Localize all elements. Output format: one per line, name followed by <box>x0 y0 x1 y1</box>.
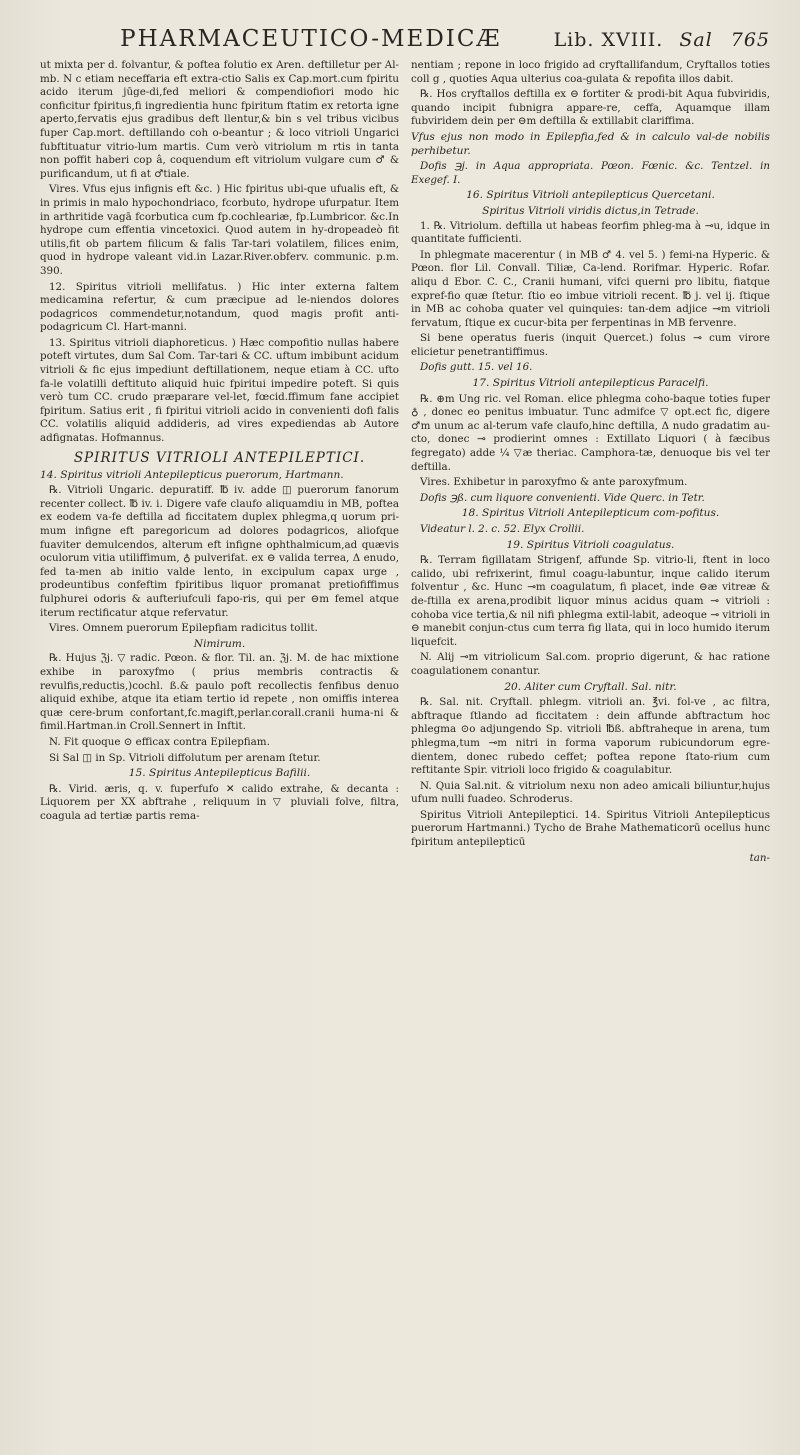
recipe-text: ℞. Vitrioli Ungaric. depuratiff. ℔ iv. adde ◫ puerorum fanorum recenter collect. ℔ iv. i. Digere vafe claufo aliquamdiu in MB, poftea ex eodem va-fe deftilla ad ficcitatem duplex phlegma,q uorum pri-mum infigne eft paregoricum ad dolores podagricos, aliofque fuaviter demulcendos, alterum eft infigne ophthalmicum,ad quævis oculorum vitia utiliffimum, ♁ pulverifat. ex ⊖ valida terrea, Δ enudo, fed ta-men ab initio valde lento, in excipulum capax urge , prodeuntibus confeftim fpiritibus liquor promanat pretiofiffimus fulphurei odoris & aufteriufculi fapo-ris, qui per ⊖m femel atque iterum rectificatur atque refervatur. <box>40 484 399 619</box>
note: N. Alij ⊸m vitriolicum Sal.com. proprio digerunt, & hac ratione coagulationem conantur. <box>411 651 770 677</box>
header-book-number: Lib. XVIII. <box>553 29 664 51</box>
recipe-text: ℞. Virid. æris, q. v. fuperfufo ✕ calido extrahe, & decanta : Liquorem per XX abftrahe , reliquum in ▽ pluviali folve, filtra, coagula ad tertiæ partis rema- <box>40 782 399 822</box>
recipe-heading: 18. Spiritus Vitrioli Antepilepticum com-pofitus. <box>461 507 720 520</box>
paragraph: 12. Spiritus vitrioli mellifatus. ) Hic inter externa faltem medicamina refertur, & cum præcipue ad le-niendos dolores podagricos commendetur,notandum, quod magis profit anti-podagricum Cl. Hart-manni. <box>40 280 399 334</box>
paragraph-vires: Vires. Exhibetur in paroxyfmo & ante paroxyfmum. <box>420 476 688 489</box>
header-title: PHARMACEUTICO-MEDICÆ <box>120 26 502 52</box>
recipe-text: 1. ℞. Vitriolum. deftilla ut habeas feorfim phleg-ma à ⊸u, idque in quantitate fufficienti. <box>411 219 770 246</box>
dose-line: Dofis gutt. 15. vel 16. <box>420 361 533 374</box>
recipe-heading: 17. Spiritus Vitrioli antepilepticus Paracelfi. <box>472 377 709 390</box>
sub-heading: Nimirum. <box>193 637 246 650</box>
recipe-heading: 20. Aliter cum Cryftall. Sal. nitr. <box>504 680 677 693</box>
note: Si Sal ◫ in Sp. Vitrioli diffolutum per arenam ſtetur. <box>49 751 321 764</box>
text-columns <box>40 59 770 868</box>
catchword: tan- <box>749 851 770 864</box>
running-header <box>40 26 770 53</box>
recipe-heading: 15. Spiritus Antepilepticus Bafilii. <box>128 767 311 780</box>
recipe-text: ℞. Sal. nit. Cryftall. phlegm. vitrioli an. ℥vi. fol-ve , ac filtra, abftraque ſtlando ad ficcitatem : dein affunde abftractum hoc phlegma ⊙o adjungendo Sp. vitrioli ℔ß. abftraheque in arena, tum phlegma,tum ⊸m nitri in forma vaporum rubicundorum egre-dientem, donec rubedo ceffet; poftea repone ſtato-rium cum reftitante Spir. vitrioli loco frigido & coagulabitur. <box>411 696 770 777</box>
dose-line: Dofis ℈ß. cum liquore convenienti. Vide Querc. in Tetr. <box>420 491 705 504</box>
recipe-heading: 16. Spiritus Vitrioli antepilepticus Quercetani. <box>466 189 715 202</box>
recipe-heading: 19. Spiritus Vitrioli coagulatus. <box>506 538 675 551</box>
header-topic: Sal <box>679 29 713 51</box>
recipe-text: In phlegmate macerentur ( in MB ♂ 4. vel 5. ) femi-na Hyperic. & Pœon. flor Lil. Convall. Tiliæ, Ca-lend. Rorifmar. Hyperic. Rofar. aliqu d Ebor. C. C., Cranii humani, vifci querni pro libitu, fiatque expref-fio quæ ſtetur. ſtio eo imbue vitrioli recent. ℔ j. vel ij. ſtique in MB ac cohoba quater vel quinquies: tan-dem adjice ⊸m vitrioli fervatum, ſtique ex cucur-bita per ferpentinas in MB fervenre. <box>411 248 770 329</box>
paragraph-vires: Vires. Vfus ejus infignis eft &c. ) Hic fpiritus ubi-que ufualis eft, & in primis in malo hypochondriaco, fcorbuto, hydrope ufurpatur. Item in arthritide vagā fcorbutica cum fp.cochleariæ, fp.Lumbricor. &c.In hydrope cum effentia vincetoxici. Quod autem in hy-dropeadeò fit utilis,fit ob partem filicum & falis Tar-tari volatilem, filices enim, quod in hydrope valeant vid.in Lazar.River.obferv. communic. p.m. 390. <box>40 183 399 277</box>
left-column <box>40 59 399 868</box>
recipe-text: ℞. Hos cryftallos deftilla ex ⊖ fortiter & prodi-bit Aqua fubviridis, quando incipit fubnigra appare-re, ceffa, Aquamque illam fubviridem dein per ⊖m deftilla & extillabit clariffima. <box>411 88 770 128</box>
note: Si bene operatus fueris (inquit Quercet.) folus ⊸ cum virore elicietur penetrantiffimus. <box>411 332 770 358</box>
sub-heading: Spiritus Vitrioli viridis dictus,in Tetrade. <box>482 204 699 217</box>
recipe-text: ℞. ⊕m Ung ric. vel Roman. elice phlegma coho-baque toties fuper ♁ , donec eo penitus imbuatur. Tunc admifce ▽ opt.ect fic, digere ♂m unum ac al-terum vafe claufo,hinc deftilla, Δ nudo gradatim au-cto, donec ⊸ prodierint omnes : Extillato Liquori ( à fæcibus fegregato) adde ¼ ▽æ theriac. Camphora-tæ, denuoque bis vel ter deftilla. <box>411 392 770 473</box>
usage-heading: Vfus ejus non modo in Epilepfia,fed & in calculo val-de nobilis perhibetur. <box>411 130 770 157</box>
right-column <box>411 59 770 868</box>
paragraph: 13. Spiritus vitrioli diaphoreticus. ) Hæc compofitio nullas habere poteft virtutes, dum Sal Com. Tar-tari & CC. uftum imbibunt acidum vitrioli & fic ejus impediunt deftillationem, neque etiam à CC. ufto fa-le volatilli deftituto aliquid huic fpiritui impedire poteft. Si quis verò tum CC. crudo præparare vel-let, fœcid.ffimum fane accipiet fpiritum. Satius erit , fi fpiritui vitrioli acido in convenienti dofi falis CC. volatilis aliquid addideris, ad vires expediendas ab Autore adfignatas. Hofmannus. <box>40 336 399 445</box>
paragraph: nentiam ; repone in loco frigido ad cryftallifandum, Cryftallos toties coll g , quoties Aqua ulterius coa-gulata & repofita illos dabit. <box>411 59 770 85</box>
page-number: 765 <box>730 29 770 51</box>
note: N. Quia Sal.nit. & vitriolum nexu non adeo amicali biliuntur,hujus ufum nulli fuadeo. Schroderus. <box>411 779 770 806</box>
dose-line: Dofis ℈j. in Aqua appropriata. Pœon. Fœnic. &c. Tentzel. in Exegef. I. <box>411 160 770 186</box>
commentary: Spiritus Vitrioli Antepileptici. 14. Spiritus Vitrioli Antepilepticus puerorum Hartmanni.) Tycho de Brahe Mathematicorū ocellus hunc fpiritum antepilepticū <box>411 808 770 849</box>
reference-line: Videatur l. 2. c. 52. Elyx Crollii. <box>420 523 585 535</box>
recipe-text: ℞. Hujus ℨj. ▽ radic. Pœon. & flor. Til. an. ℨj. M. de hac mixtione exhibe in paroxyfmo ( prius membris contractis & revulfis,reductis,)cochl. ß.& paulo poft recollectis fenfibus denuo aliquid exhibe, atque ita etiam tertio id repete , non omiffis interea quæ cere-brum confortant,fc.magift,perlar.corall.cranii huma-ni & fimil.Hartman.in Croll.Sennert in Inftit. <box>40 652 399 733</box>
recipe-heading: 14. Spiritus vitrioli Antepilepticus puerorum, Hartmann. <box>40 468 344 481</box>
section-heading: SPIRITUS VITRIOLI ANTEPILEPTICI. <box>73 449 366 466</box>
paragraph-vires: Vires. Omnem puerorum Epilepfiam radicitus tollit. <box>49 622 318 635</box>
recipe-text: ℞. Terram figillatam Strigenf, affunde Sp. vitrio-li, ftent in loco calido, ubi refrixerint, fimul coagu-labuntur, inque calido iterum folventur , &c. Hunc ⊸m coagulatum, fi placet, inde ⊖æ vitreæ & de-ftilla ex arena,prodibit liquor minus acidus quam ⊸ vitrioli : cohoba vice tertia,& nil nifi phlegma extil-labit, adeoque ⊸ vitrioli in ⊖ manebit conjun-ctus cum terra fig llata, qui in loco humido iterum liquefcit. <box>411 554 770 648</box>
note: N. Fit quoque ⊙ efficax contra Epilepfiam. <box>49 735 270 748</box>
paragraph: ut mixta per d. folvantur, & poftea folutio ex Aren. deftilletur per Al-mb. N c etiam neceffaria eft extra-ctio Salis ex Cap.mort.cum fpiritu acido iterum jūge-di,fed meliori & compendiofiori modo hic conficitur fpiritus,fi ingredientia hunc fpiritum ftatim ex retorta igne aperto,fervatis ejus gradibus deft llentur,& bin s vel tribus vicibus fuper Cap.mort. deftillando coh o-beantur ; & loco vitrioli Ungarici fubftituatur vitrio-lum martis. Cum verò vitriolum m rtis in tanta non poffit haberi cop â, coquendum eft vitriolum vulgare cum ♂ & purificandum, ut fi at ♂tiale. <box>40 59 399 180</box>
